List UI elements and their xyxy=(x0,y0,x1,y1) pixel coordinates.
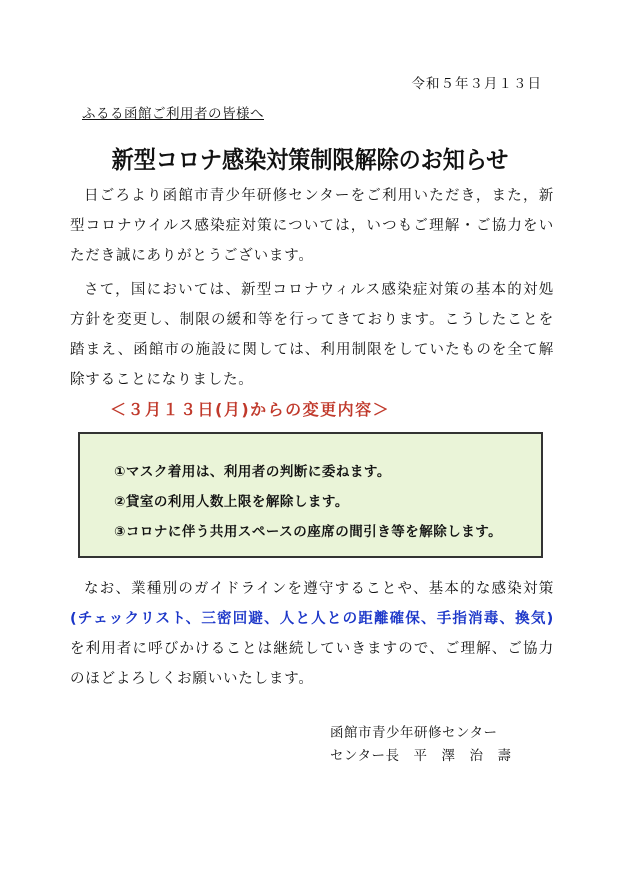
changes-box xyxy=(78,432,543,558)
guidelines-text-post: を利用者に呼びかけることは継続していきますので、ご理解、ご協力のほどよろしくお願いいたします。 xyxy=(70,641,554,687)
document-date: 令和５年３月１３日 xyxy=(411,76,542,92)
change-item-seating: ③コロナに伴う共用スペースの座席の間引き等を解除します。 xyxy=(114,524,503,540)
signature-person: センター長 平 澤 治 壽 xyxy=(330,748,512,764)
signature-organization: 函館市青少年研修センター xyxy=(330,725,498,741)
paragraph-policy: さて，国においては、新型コロナウィルス感染症対策の基本的対処方針を変更し、制限の緩和等を行ってきております。こうしたことを踏まえ、函館市の施設に関しては、利用制限をしていたものを全て解除することになりました。 xyxy=(70,282,554,388)
guidelines-text-pre: なお、業種別のガイドラインを遵守することや、基本的な感染対策 xyxy=(84,581,554,597)
notice-title: 新型コロナ感染対策制限解除のお知らせ xyxy=(111,146,509,174)
change-item-mask: ①マスク着用は、利用者の判断に委ねます。 xyxy=(114,464,391,480)
change-item-room-capacity: ②貸室の利用人数上限を解除します。 xyxy=(114,494,349,510)
paragraph-guidelines xyxy=(70,574,554,694)
guidelines-highlight: (チェックリスト、三密回避、人と人との距離確保、手指消毒、換気) xyxy=(70,611,554,627)
greeting-line: ふるる函館ご利用者の皆様へ xyxy=(82,106,264,122)
paragraph-intro: 日ごろより函館市青少年研修センターをご利用いただき，また，新型コロナウイルス感染症対策については，いつもご理解・ご協力をいただき誠にありがとうございます。 xyxy=(70,188,554,264)
changes-heading: ＜３月１３日(月)からの変更内容＞ xyxy=(110,400,391,419)
